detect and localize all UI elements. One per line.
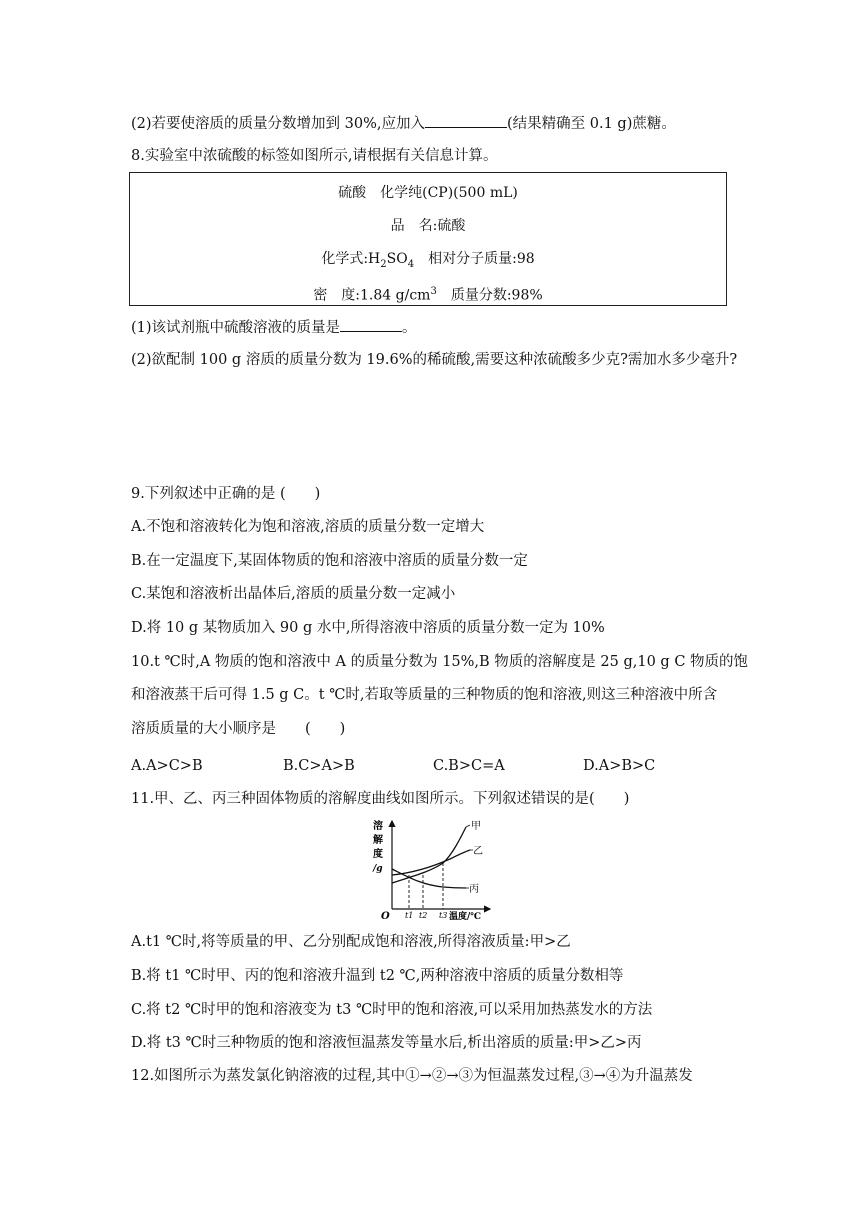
answer-blank[interactable]	[340, 317, 402, 332]
q9-option-c[interactable]: C.某饱和溶液析出晶体后,溶质的质量分数一定减小	[131, 586, 456, 602]
q12-stem: 12.如图所示为蒸发氯化钠溶液的过程,其中①→②→③为恒温蒸发过程,③→④为升温蒸发	[131, 1068, 693, 1084]
origin-label: O	[381, 911, 390, 922]
q10-line-2: 和溶液蒸干后可得 1.5 g C。t ℃时,若取等质量的三种物质的饱和溶液,则这三种溶液中所含	[131, 687, 718, 703]
q9-stem: 9.下列叙述中正确的是 ( )	[131, 486, 321, 502]
label-line-3: 化学式$:H_2SO_4$ 相对分子质量:98	[321, 251, 535, 270]
q10-line-3: 溶质质量的大小顺序是 ( )	[131, 721, 346, 737]
acid-label-box	[129, 172, 727, 306]
q9-option-a[interactable]: A.不饱和溶液转化为饱和溶液,溶质的质量分数一定增大	[131, 519, 485, 535]
tick-t3: t3	[439, 911, 448, 920]
q10-option-b[interactable]: B.C>A>B	[283, 758, 355, 774]
q11-option-d[interactable]: D.将 t3 ℃时三种物质的饱和溶液恒温蒸发等量水后,析出溶质的质量:甲>乙>丙	[131, 1035, 642, 1051]
q11-stem: 11.甲、乙、丙三种固体物质的溶解度曲线如图所示。下列叙述错误的是( )	[131, 791, 630, 807]
q11-option-c[interactable]: C.将 t2 ℃时甲的饱和溶液变为 t3 ℃时甲的饱和溶液,可以采用加热蒸发水的方法	[131, 1002, 653, 1018]
q10-option-d[interactable]: D.A>B>C	[583, 758, 656, 774]
x-axis-label: 温度/℃	[449, 912, 482, 922]
curve-bing	[392, 869, 466, 888]
leader-jia	[466, 825, 470, 827]
y-axis-label-3: 度	[373, 849, 383, 860]
q11-option-b[interactable]: B.将 t1 ℃时甲、丙的饱和溶液升温到 t2 ℃,两种溶液中溶质的质量分数相等	[131, 968, 624, 984]
y-axis-unit: /g	[373, 864, 383, 874]
q8-sub2: (2)欲配制 100 g 溶质的质量分数为 19.6%的稀硫酸,需要这种浓硫酸多少克?需加水多少毫升?	[131, 352, 738, 368]
q9-option-d[interactable]: D.将 10 g 某物质加入 90 g 水中,所得溶液中溶质的质量分数一定为 10%	[131, 620, 605, 636]
q9-option-b[interactable]: B.在一定温度下,某固体物质的饱和溶液中溶质的质量分数一定	[131, 553, 528, 569]
q8-sub1: (1)该试剂瓶中硫酸溶液的质量是 。	[131, 317, 417, 338]
tick-t2: t2	[419, 911, 428, 920]
y-axis-label-2: 解	[373, 835, 383, 846]
q10-line-1: 10.t ℃时,A 物质的饱和溶液中 A 的质量分数为 15%,B 物质的溶解度是 25 g,10 g C 物质的饱	[131, 654, 749, 670]
label-line-2: 品 名:硫酸	[390, 218, 466, 234]
label-line-4: 密 度:1.84 $g/cm^3$ 质量分数:98%	[313, 286, 543, 304]
curve-yi	[392, 850, 470, 875]
q10-option-a[interactable]: A.A>C>B	[131, 758, 203, 774]
label-line-1: 硫酸 化学纯(CP)(500 mL)	[338, 185, 518, 201]
answer-blank[interactable]	[425, 113, 507, 128]
curve-label-bing: 丙	[469, 884, 479, 895]
q11-option-a[interactable]: A.t1 ℃时,将等质量的甲、乙分别配成饱和溶液,所得溶液质量:甲>乙	[131, 934, 571, 950]
y-axis-label-1: 溶	[373, 821, 383, 832]
solubility-curve-graph	[360, 817, 495, 922]
q10-option-c[interactable]: C.B>C=A	[433, 758, 505, 774]
q7-part2: (2)若要使溶质的质量分数增加到 30%,应加入 (结果精确至 0.1 g)蔗糖。	[131, 113, 676, 134]
curve-label-jia: 甲	[471, 821, 481, 832]
curve-label-yi: 乙	[473, 846, 483, 857]
tick-t1: t1	[405, 911, 414, 920]
q8-stem: 8.实验室中浓硫酸的标签如图所示,请根据有关信息计算。	[131, 148, 498, 164]
